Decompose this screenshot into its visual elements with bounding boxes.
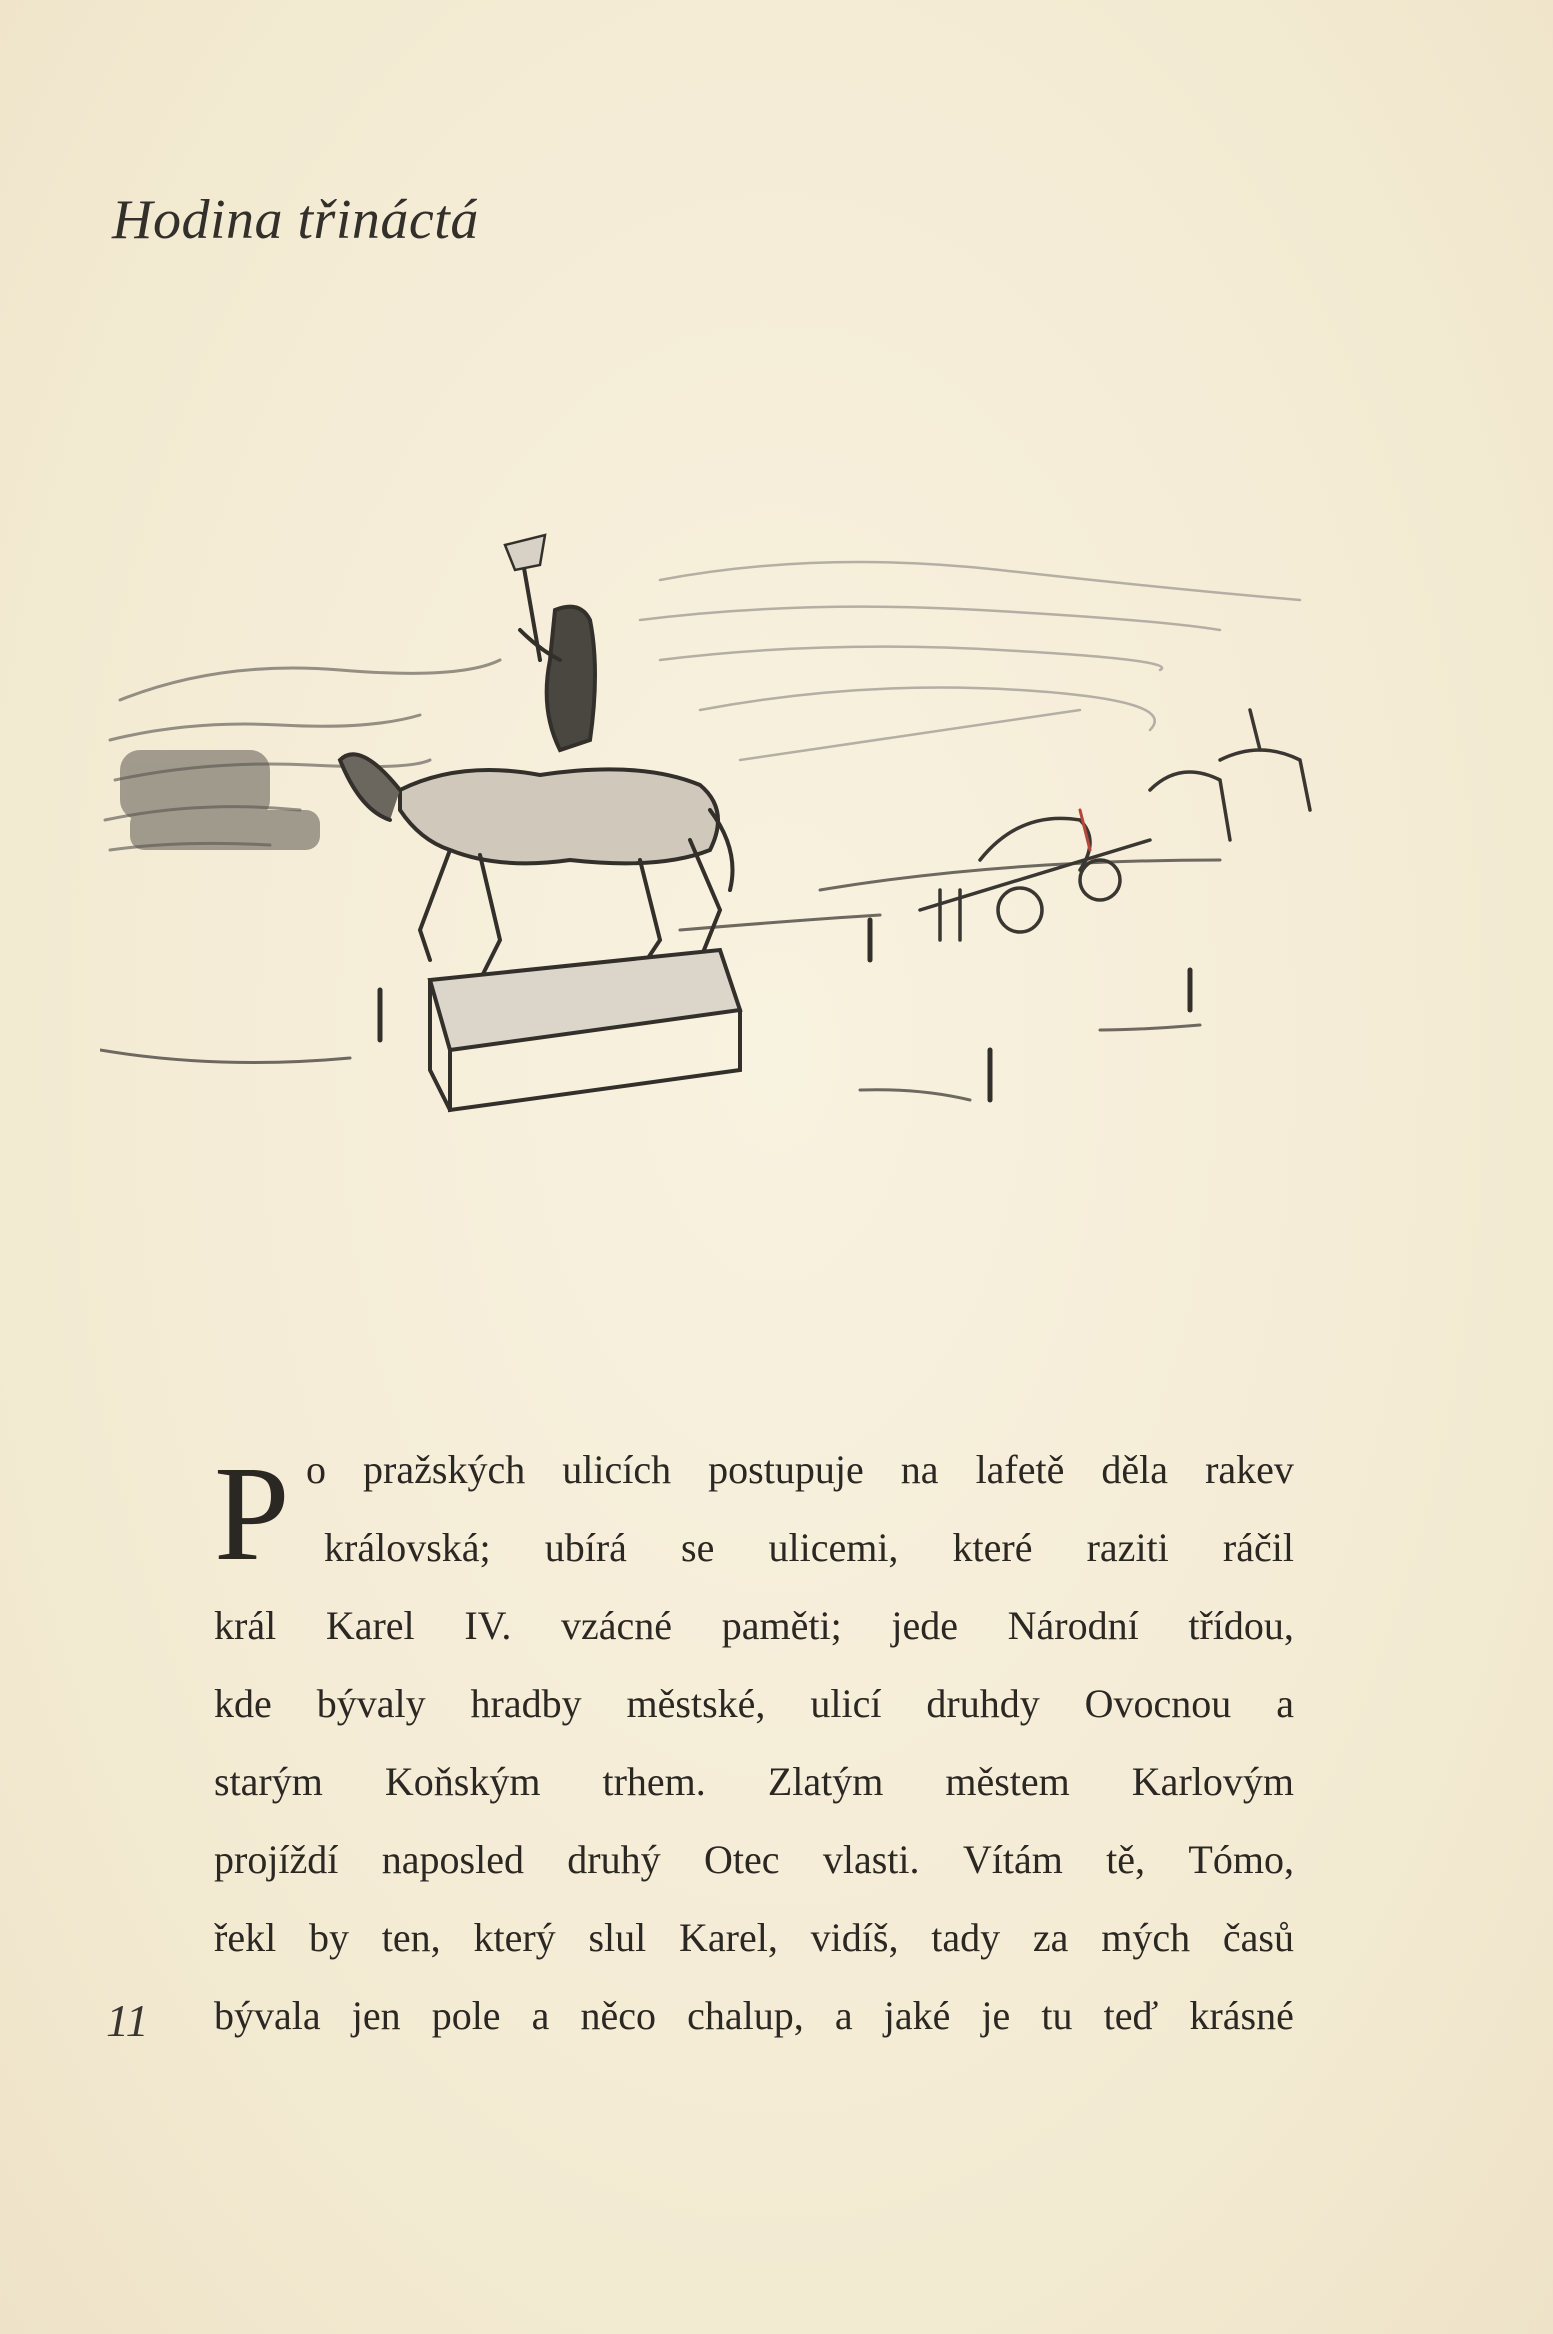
word: se <box>681 1525 715 1570</box>
word: rakev <box>1205 1447 1294 1492</box>
word: tady <box>931 1915 1001 1960</box>
word: jen <box>351 1993 401 2038</box>
word: postupuje <box>708 1447 864 1492</box>
word: raziti <box>1086 1525 1169 1570</box>
word: královská; <box>324 1525 491 1570</box>
word: a <box>531 1993 550 2038</box>
page-number: 11 <box>106 1995 149 2046</box>
word: děla <box>1101 1447 1169 1492</box>
word: vlasti. <box>822 1837 920 1882</box>
word: ubírá <box>544 1525 627 1570</box>
word: IV. <box>464 1603 512 1648</box>
word: trhem. <box>602 1759 706 1804</box>
word: vidíš, <box>810 1915 899 1960</box>
word: mých <box>1101 1915 1191 1960</box>
word: Koňským <box>384 1759 541 1804</box>
word: a <box>1276 1681 1294 1726</box>
text-line <box>214 1830 1294 1890</box>
word: a <box>834 1993 853 2038</box>
word: Tómo, <box>1188 1837 1294 1882</box>
word: pole <box>431 1993 501 2038</box>
statue-illustration <box>100 510 1330 1130</box>
word: pražských <box>363 1447 526 1492</box>
word: za <box>1032 1915 1069 1960</box>
word: starým <box>214 1759 323 1804</box>
word: král <box>214 1603 277 1648</box>
word: městem <box>945 1759 1070 1804</box>
word: řekl <box>214 1915 277 1960</box>
word: které <box>952 1525 1033 1570</box>
word: naposled <box>381 1837 524 1882</box>
word: druhdy <box>926 1681 1040 1726</box>
text-line <box>214 1752 1294 1812</box>
word: Národní <box>1007 1603 1139 1648</box>
word: na <box>900 1447 939 1492</box>
word: Ovocnou <box>1084 1681 1232 1726</box>
word: časů <box>1222 1915 1294 1960</box>
word: krásné <box>1189 1993 1294 2038</box>
drop-cap: P <box>214 1439 290 1589</box>
word: Vítám <box>962 1837 1063 1882</box>
word: Otec <box>703 1837 780 1882</box>
word: třídou, <box>1188 1603 1294 1648</box>
text-line <box>214 1908 1294 1968</box>
word: o <box>306 1447 326 1492</box>
word: druhý <box>567 1837 661 1882</box>
word: jaké <box>883 1993 951 2038</box>
text-line <box>214 1986 1294 2046</box>
word: ulicemi, <box>768 1525 899 1570</box>
word: Karlovým <box>1131 1759 1294 1804</box>
word: jede <box>891 1603 958 1648</box>
word: něco <box>580 1993 657 2038</box>
word: projíždí <box>214 1837 339 1882</box>
word: paměti; <box>721 1603 842 1648</box>
word: ulicí <box>810 1681 882 1726</box>
word: tě, <box>1106 1837 1146 1882</box>
word: hradby <box>470 1681 582 1726</box>
word: Karel <box>325 1603 415 1648</box>
word: ulicích <box>562 1447 672 1492</box>
word: chalup, <box>687 1993 804 2038</box>
word: ráčil <box>1222 1525 1294 1570</box>
text-line <box>214 1674 1294 1734</box>
word: který <box>473 1915 556 1960</box>
word: teď <box>1103 1993 1159 2038</box>
word: Zlatým <box>767 1759 884 1804</box>
text-line <box>306 1440 1294 1500</box>
text-line <box>214 1596 1294 1656</box>
word: vzácné <box>561 1603 673 1648</box>
chapter-title: Hodina třináctá <box>112 189 479 251</box>
word: tu <box>1041 1993 1073 2038</box>
word: ten, <box>381 1915 441 1960</box>
word: by <box>308 1915 349 1960</box>
word: je <box>981 1993 1011 2038</box>
word: kde <box>214 1681 272 1726</box>
word: bývala <box>214 1993 321 2038</box>
word: bývaly <box>316 1681 426 1726</box>
word: městské, <box>626 1681 766 1726</box>
text-line <box>324 1518 1294 1578</box>
word: slul <box>588 1915 647 1960</box>
word: Karel, <box>679 1915 778 1960</box>
word: lafetě <box>975 1447 1065 1492</box>
